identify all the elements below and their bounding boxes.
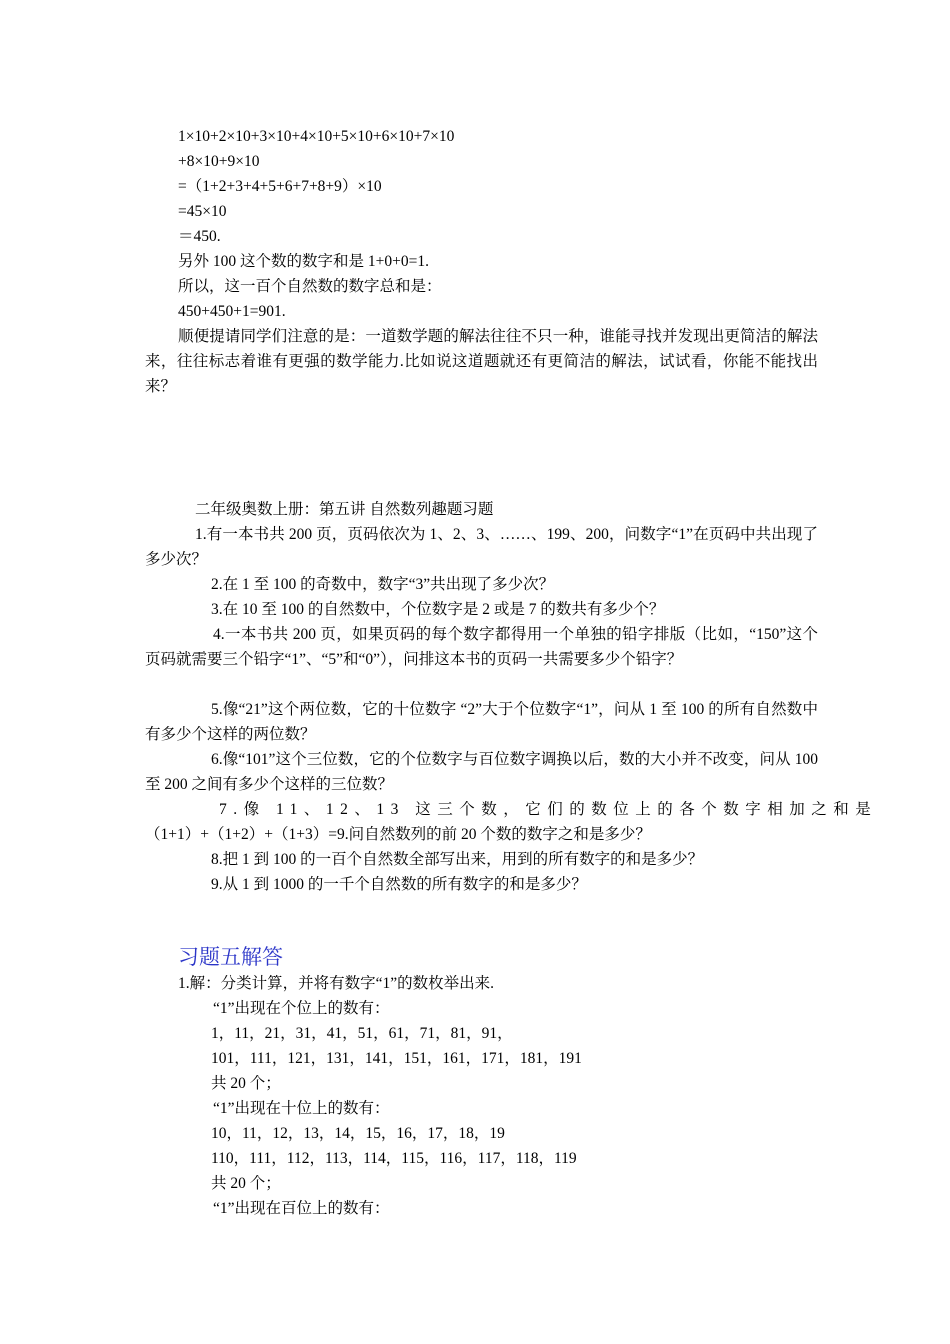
calc-line-8: 450+450+1=901. — [178, 303, 286, 320]
question-1: 1.有一本书共 200 页，页码依次为 1、2、3、……、199、200，问数字“1”在页码中共出现了多少次？ — [145, 526, 818, 568]
calc-line-2: +8×10+9×10 — [178, 153, 260, 170]
question-9: 9.从 1 到 1000 的一千个自然数的所有数字的和是多少？ — [211, 876, 587, 893]
question-7-line-2: （1+1）+（1+2）+（1+3）=9.问自然数列的前 20 个数的数字之和是多少？ — [145, 826, 651, 843]
calc-line-5: ＝450. — [178, 228, 221, 245]
calc-line-7: 所以，这一百个自然数的数字总和是： — [178, 278, 442, 295]
question-7-line-1: 7.像 11、12、13 这三个数，它们的数位上的各个数字相加之和是 — [219, 801, 878, 818]
answers-title: 习题五解答 — [178, 945, 283, 969]
answer-line-9: 共 20 个； — [211, 1175, 281, 1192]
question-8: 8.把 1 到 100 的一百个自然数全部写出来，用到的所有数字的和是多少？ — [211, 851, 704, 868]
question-6: 6.像“101”这个三位数，它的个位数字与百位数字调换以后，数的大小并不改变，问从 100 至 200 之间有多少个这样的三位数？ — [145, 751, 818, 793]
answer-line-5: 共 20 个； — [211, 1075, 281, 1092]
question-2: 2.在 1 至 100 的奇数中，数字“3”共出现了多少次？ — [211, 576, 555, 593]
question-3: 3.在 10 至 100 的自然数中，个位数字是 2 或是 7 的数共有多少个？ — [211, 601, 665, 618]
answer-line-4: 101，111，121，131，141，151，161，171，181，191 — [211, 1050, 582, 1067]
answer-line-2: “1”出现在个位上的数有： — [213, 1000, 390, 1017]
question-5: 5.像“21”这个两位数，它的十位数字 “2”大于个位数字“1”，问从 1 至 100 的所有自然数中有多少个这样的两位数？ — [145, 701, 818, 743]
answer-line-3: 1，11，21，31，41，51，61，71，81，91， — [211, 1025, 513, 1042]
calc-line-6: 另外 100 这个数的数字和是 1+0+0=1. — [178, 253, 429, 270]
exercise-heading: 二年级奥数上册：第五讲 自然数列趣题习题 — [195, 501, 494, 518]
answer-line-10: “1”出现在百位上的数有： — [213, 1200, 390, 1217]
calc-line-1: 1×10+2×10+3×10+4×10+5×10+6×10+7×10 — [178, 128, 455, 145]
note-paragraph: 顺便提请同学们注意的是：一道数学题的解法往往不只一种，谁能寻找并发现出更简洁的解法来，往往标志着谁有更强的数学能力.比如说这道题就还有更简洁的解法，试试看，你能不能找出来？ — [145, 328, 818, 395]
answer-line-7: 10，11，12，13，14，15，16，17，18，19 — [211, 1125, 505, 1142]
question-4: 4.一本书共 200 页，如果页码的每个数字都得用一个单独的铅字排版（比如，“150”这个页码就需要三个铅字“1”、“5”和“0”），问排这本书的页码一共需要多少个铅字？ — [145, 626, 818, 668]
answer-line-1: 1.解：分类计算，并将有数字“1”的数枚举出来. — [178, 975, 495, 992]
answer-line-8: 110，111，112，113，114，115，116，117，118，119 — [211, 1150, 577, 1167]
calc-line-3: =（1+2+3+4+5+6+7+8+9）×10 — [178, 178, 382, 195]
answer-line-6: “1”出现在十位上的数有： — [213, 1100, 390, 1117]
calc-line-4: =45×10 — [178, 203, 227, 220]
